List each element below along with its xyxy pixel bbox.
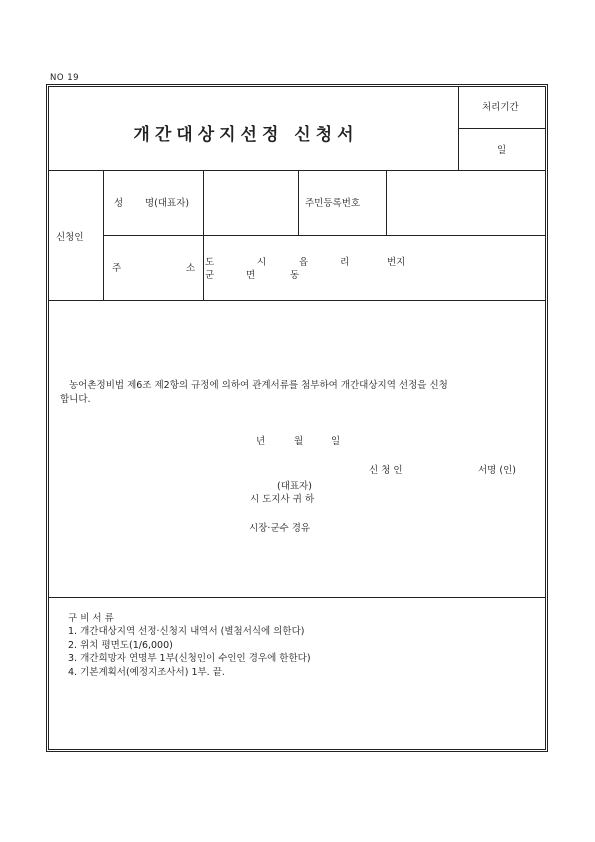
- address-ri: 리: [340, 257, 350, 268]
- address-do: 도: [205, 257, 215, 268]
- address-dong: 동: [290, 270, 300, 281]
- processing-divider: [458, 128, 546, 129]
- document-item: 4. 기본계획서(예정지조사서) 1부. 끝.: [68, 666, 225, 678]
- address-gun: 군: [205, 270, 215, 281]
- id-label-left-line: [298, 170, 299, 235]
- processing-period-value: 일: [497, 145, 507, 156]
- document-item: 1. 개간대상지역 선정·신청지 내역서 (별첨서식에 의한다): [68, 626, 305, 638]
- address-myeon: 면: [246, 270, 256, 281]
- required-documents: [68, 612, 311, 679]
- applicant-bottom-line: [48, 300, 546, 301]
- address-beonji: 번지: [387, 257, 406, 268]
- label-column-line: [203, 170, 204, 301]
- application-text-end: 합니다.: [60, 394, 91, 405]
- documents-heading: 구 비 서 류: [68, 613, 114, 624]
- name-label-prefix: 성: [114, 198, 124, 209]
- document-item: 2. 위치 평면도(1/6,000): [68, 639, 173, 651]
- routing-via: 시장·군수 경유: [249, 523, 311, 534]
- processing-period-label: 처리기간: [482, 102, 519, 113]
- application-text: 농어촌정비법 제6조 제2항의 규정에 의하여 관계서류를 첨부하여 개간대상지역 선정을 신청: [69, 380, 448, 391]
- address-eup: 읍: [299, 257, 309, 268]
- name-label-suffix: 명(대표자): [145, 198, 190, 209]
- applicant-row-line: [103, 235, 546, 236]
- documents-divider: [48, 597, 546, 598]
- applicant-label: 신청인: [56, 232, 84, 243]
- applicant-sign-label: 신 청 인: [369, 465, 403, 476]
- address-label-prefix: 주: [112, 263, 122, 274]
- representative-label: (대표자): [277, 481, 312, 492]
- signature-seal-label: 서명 (인): [478, 465, 516, 476]
- recipient: 시 도지사 귀 하: [250, 494, 315, 505]
- date-year: 년: [256, 436, 266, 447]
- id-number-label: 주민등록번호: [305, 198, 361, 209]
- form-number: NO 19: [50, 73, 80, 83]
- id-label-right-line: [386, 170, 387, 235]
- document-item: 3. 개간희망자 연명부 1부(신청인이 수인인 경우에 한한다): [68, 653, 311, 665]
- date-day: 일: [331, 436, 341, 447]
- date-month: 월: [294, 436, 304, 447]
- header-bottom-line: [48, 170, 546, 171]
- address-label-suffix: 소: [186, 263, 196, 274]
- form-title: 개간대상지선정 신청서: [133, 125, 359, 145]
- address-si: 시: [257, 257, 267, 268]
